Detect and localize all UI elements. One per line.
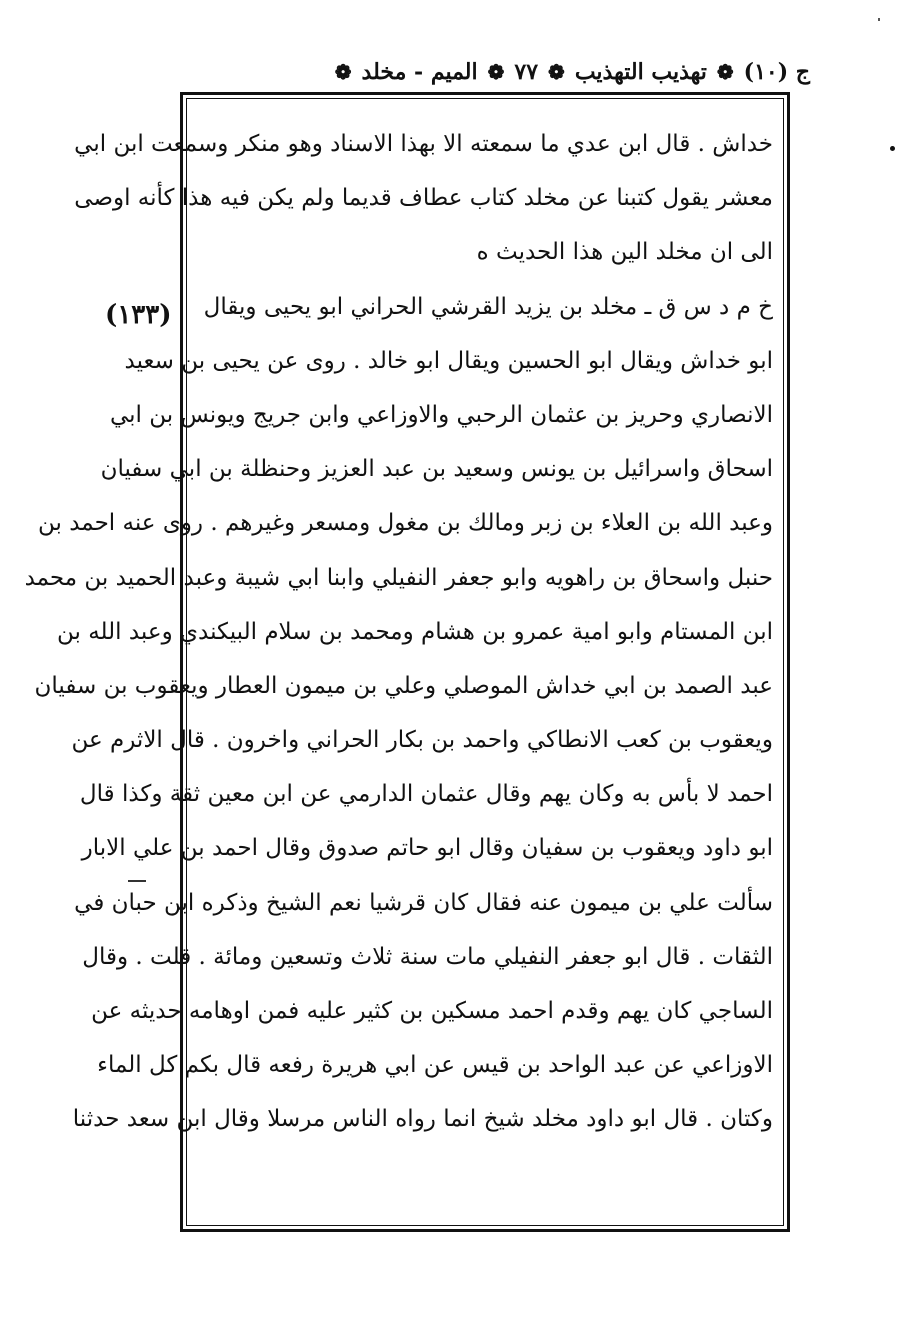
text-line: وكتان . قال ابو داود مخلد شيخ انما رواه الناس مرسلا وقال ابن سعد حدثنا (72, 1106, 773, 1133)
text-line: عبد الصمد بن ابي خداش الموصلي وعلي بن ميمون العطار ويعقوب بن سفيان (34, 672, 773, 699)
text-line: اسحاق واسرائيل بن يونس وسعيد بن عبد العزيز وحنظلة بن ابي سفيان (100, 456, 773, 483)
text-line: خ م د س ق ـ مخلد بن يزيد القرشي الحراني ابو يحيى ويقال (203, 293, 773, 320)
text-line: حنبل واسحاق بن راهويه وابو جعفر النفيلي وابنا ابي شيبة وعبد الحميد بن محمد (24, 564, 773, 591)
text-line: احمد لا بأس به وكان يهم وقال عثمان الدارمي عن ابن معين ثقة وكذا قال (79, 781, 773, 808)
page-header (170, 52, 810, 92)
text-line: الساجي كان يهم وقدم احمد مسكين بن كثير عليه فمن اوهامه حديثه عن (91, 998, 773, 1024)
text-line: سألت علي بن ميمون عنه فقال كان قرشيا نعم الشيخ وذكره ابن حبان في (74, 889, 773, 916)
ornament-icon: ❁ (716, 60, 734, 84)
page-number: ٧٧ (514, 59, 539, 85)
scan-dot (890, 146, 895, 151)
ornament-icon: ❁ (548, 60, 565, 84)
text-line: الانصاري وحريز بن عثمان الرحبي والاوزاعي وابن جريج ويونس بن ابي (109, 401, 773, 428)
entry-number: (١٣٣) (105, 300, 172, 330)
text-line: ابو داود ويعقوب بن سفيان وقال ابو حاتم صدوق وقال احمد بن علي الابار (81, 835, 773, 862)
volume-label: ج (١٠) (743, 59, 810, 85)
text-line: الاوزاعي عن عبد الواحد بن قيس عن ابي هريرة رفعه قال بكم كل الماء (97, 1052, 773, 1079)
scan-mark (878, 18, 880, 21)
text-line: الى ان مخلد الين هذا الحديث ه (476, 239, 773, 266)
book-title: تهذيب التهذيب (574, 59, 707, 85)
text-line: ويعقوب بن كعب الانطاكي واحمد بن بكار الحراني واخرون . قال الاثرم عن (71, 727, 773, 754)
text-line: معشر يقول كتبنا عن مخلد كتاب عطاف قديما ولم يكن فيه هذا كأنه اوصى (74, 185, 773, 212)
ornament-icon: ❁ (334, 60, 352, 84)
text-line: خداش . قال ابن عدي ما سمعته الا بهذا الاسناد وهو منكر وسمعت ابن ابي (74, 131, 773, 157)
text-line: الثقات . قال ابو جعفر النفيلي مات سنة ثلاث وتسعين ومائة . قلت . وقال (82, 943, 773, 970)
text-line: وعبد الله بن العلاء بن زبر ومالك بن مغول ومسعر وغيرهم . روى عنه احمد بن (38, 510, 773, 537)
text-line: ابو خداش ويقال ابو الحسين ويقال ابو خالد . روى عن يحيى بن سعيد (124, 347, 773, 374)
text-line: ابن المستام وابو امية عمرو بن هشام ومحمد بن سلام البيكندي وعبد الله بن (56, 618, 773, 645)
chapter-label: الميم - مخلد (361, 59, 478, 85)
ornament-icon: ❁ (487, 60, 505, 84)
